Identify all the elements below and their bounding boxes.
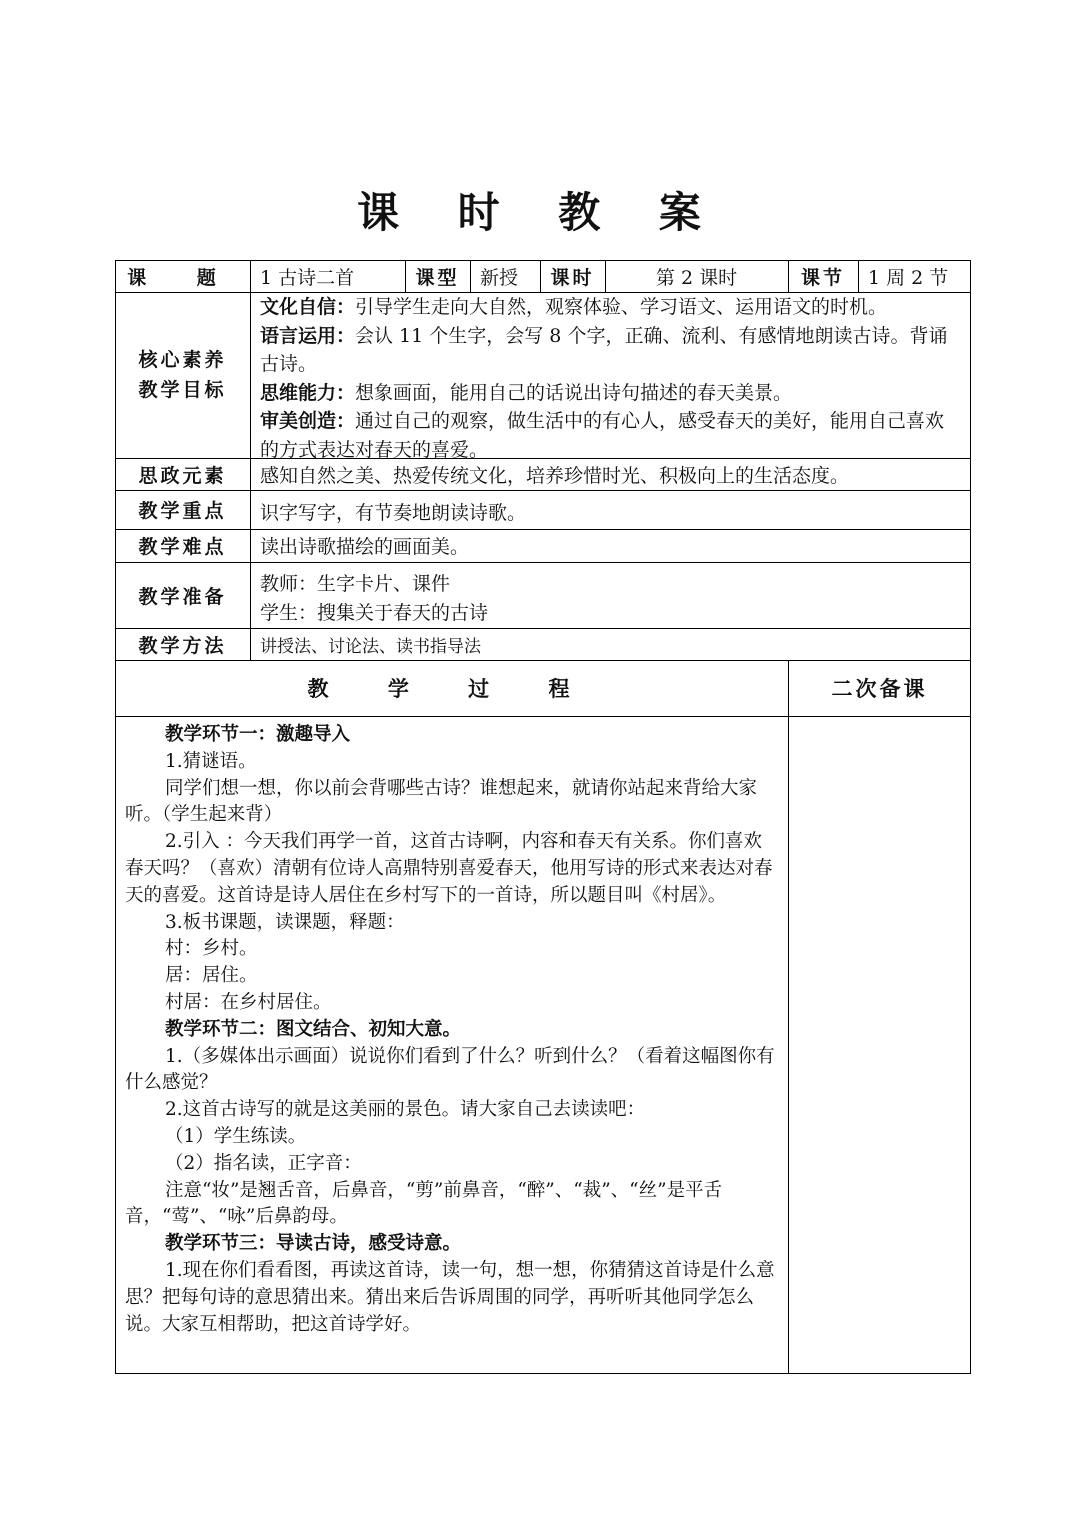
- period-value: 第 2 课时: [655, 266, 738, 289]
- goal-item: 文化自信：引导学生走向大自然，观察体验、学习语文、运用语文的时机。: [260, 296, 888, 318]
- process-paragraph: 3.板书课题，读课题，释题：: [165, 911, 405, 933]
- goals-label: [115, 292, 250, 458]
- section-value: 1 周 2 节: [868, 266, 949, 289]
- process-paragraph: 教学环节二：图文结合、初知大意。: [165, 1018, 462, 1040]
- difficulty-value: 读出诗歌描绘的画面美。: [260, 536, 470, 558]
- key-points-label: 教学重点: [138, 500, 227, 522]
- process-paragraph: 同学们想一想，你以前会背哪些古诗？谁想起来，就请你站起来背给大家听。（学生起来背）: [125, 777, 758, 826]
- process-paragraph: 教学环节三：导读古诗，感受诗意。: [165, 1233, 462, 1255]
- method-label: 教学方法: [138, 634, 227, 657]
- process-paragraph: （1）学生练读。: [165, 1125, 307, 1147]
- preparation-label: 教学准备: [138, 585, 227, 608]
- goals-content: [260, 293, 962, 464]
- process-body: [125, 722, 780, 1338]
- type-value: 新授: [480, 266, 519, 289]
- second-prep-heading: 二次备课: [831, 677, 928, 701]
- ideology-value: 感知自然之美、热爱传统文化，培养珍惜时光、积极向上的生活态度。: [260, 464, 850, 487]
- method-value: 讲授法、讨论法、读书指导法: [260, 636, 481, 657]
- process-paragraph: （2）指名读，正字音：: [165, 1152, 362, 1174]
- page-title: 课 时 教 案: [357, 188, 723, 237]
- ideology-label: 思政元素: [138, 464, 227, 487]
- process-paragraph: 2.引入 ：今天我们再学一首，这首古诗啊，内容和春天有关系。你们喜欢春天吗？（喜欢）清朝有位诗人高鼎特别喜爱春天，他用写诗的形式来表达对春天的喜爱。这首诗是诗人居住在乡村写下的一首诗，所以题目叫《村居》。: [125, 831, 773, 906]
- goal-item: 思维能力：想象画面，能用自己的话说出诗句描述的春天美景。: [260, 381, 793, 404]
- process-paragraph: 1.现在你们看看图，再读这首诗，读一句，想一想，你猜猜这首诗是什么意思？把每句诗的意思猜出来。猜出来后告诉周围的同学，再听听其他同学怎么说。大家互相帮助，把这首诗学好。: [125, 1259, 775, 1335]
- process-paragraph: 2.这首古诗写的就是这美丽的景色。请大家自己去读读吧：: [165, 1099, 646, 1121]
- process-paragraph: 教学环节一：激趣导入: [165, 724, 351, 745]
- process-paragraph: 注意“妆”是翘舌音，后鼻音，“剪”前鼻音，“醉”、“裁”、“丝”是平舌音，“莺”、“咏”后鼻韵母。: [125, 1179, 723, 1228]
- preparation-content: [260, 570, 962, 627]
- difficulty-label: 教学难点: [138, 536, 227, 558]
- goals-label-line1: 核心素养: [138, 349, 227, 371]
- process-paragraph: 村居：在乡村居住。: [165, 991, 332, 1013]
- topic-value: 1 古诗二首: [260, 266, 355, 289]
- process-heading: 教 学 过 程: [307, 677, 596, 701]
- process-paragraph: 居：居住。: [165, 965, 258, 987]
- goal-item: 语言运用：会认 11 个生字，会写 8 个字，正确、流利、有感情地朗读古诗。背诵古诗。: [260, 324, 948, 375]
- key-points-value: 识字写字，有节奏地朗读诗歌。: [260, 502, 527, 524]
- topic-label: 课 题: [127, 266, 238, 289]
- process-paragraph: 1.猜谜语。: [165, 750, 257, 772]
- section-label: 课节: [800, 266, 845, 289]
- preparation-student: 学生：搜集关于春天的古诗: [260, 601, 489, 624]
- goal-item: 审美创造：通过自己的观察，做生活中的有心人，感受春天的美好，能用自己喜欢的方式表达对春天的喜爱。: [260, 410, 945, 461]
- process-paragraph: 1.（多媒体出示画面）说说你们看到了什么？听到什么？（看着这幅图你有什么感觉？: [125, 1045, 775, 1094]
- process-paragraph: 村：乡村。: [165, 938, 258, 960]
- type-label: 课型: [415, 266, 460, 289]
- period-label: 课时: [550, 266, 595, 289]
- goals-label-line2: 教学目标: [138, 379, 227, 401]
- preparation-teacher: 教师：生字卡片、课件: [260, 573, 451, 595]
